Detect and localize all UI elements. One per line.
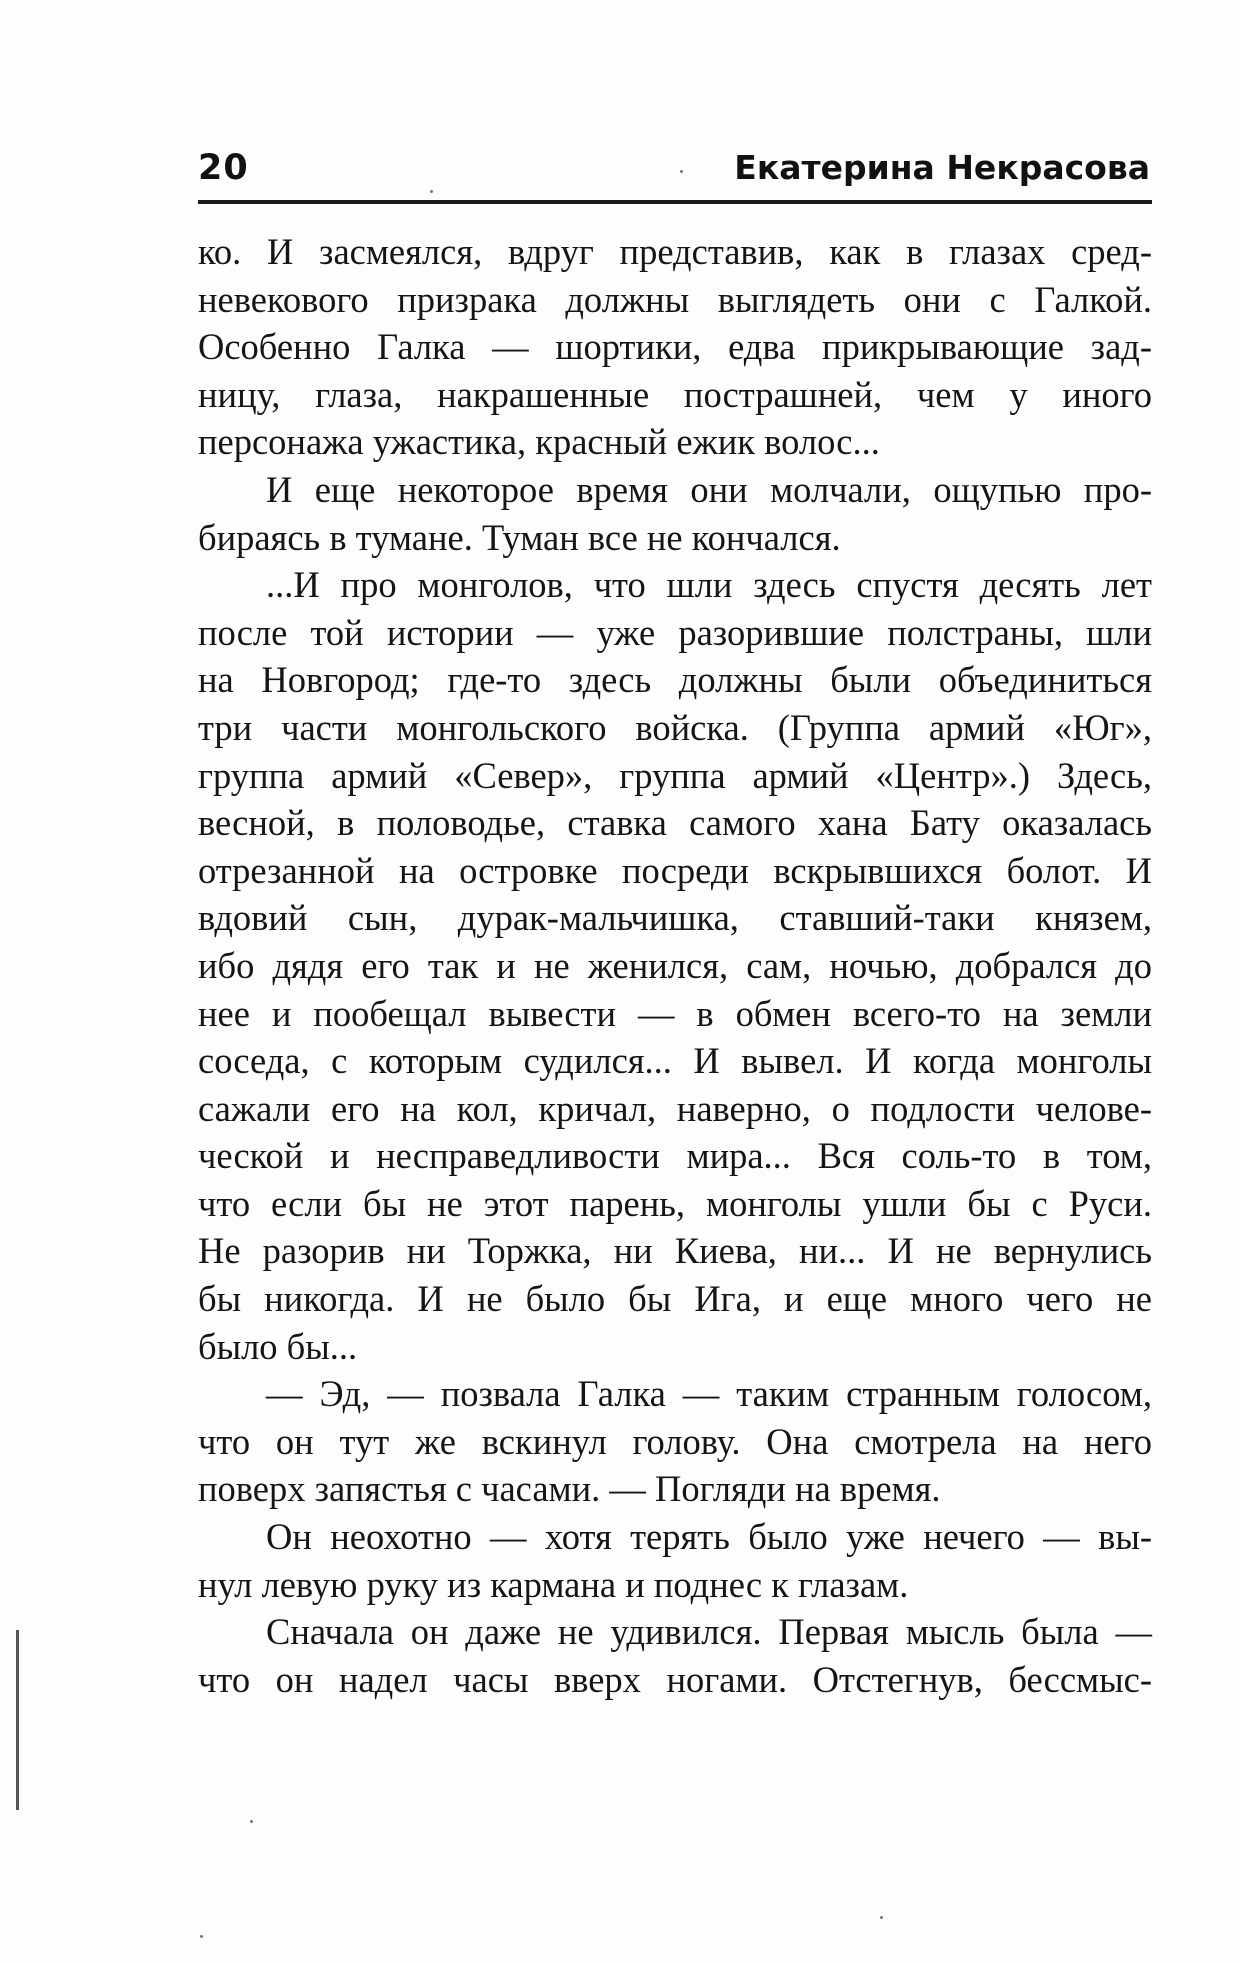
running-head-author: Екатерина Некрасова [734,148,1150,187]
text-line: что он тут же вскинул голову. Она смотрела на него [198,1420,1152,1462]
text-line: сажали его на кол, кричал, наверно, о подлости челове- [198,1087,1152,1129]
scan-speck [250,1820,253,1823]
text-line: Сначала он даже не удивился. Первая мысль была — [266,1611,1152,1653]
text-line: Он неохотно — хотя терять было уже нечего — вы- [266,1516,1152,1558]
text-line: три части монгольского войска. (Группа армий «Юг», [198,706,1152,748]
text-line: ницу, глаза, накрашенные пострашней, чем у иного [198,373,1152,415]
text-line: ко. И засмеялся, вдруг представив, как в глазах сред- [198,231,1152,272]
running-header [198,140,1150,200]
scan-speck [680,170,683,173]
scan-margin-mark [16,1630,19,1810]
text-line: группа армий «Север», группа армий «Центр».) Здесь, [198,754,1152,796]
text-line: что он надел часы вверх ногами. Отстегнув, бессмыс- [198,1658,1152,1700]
text-line: было бы... [198,1325,358,1367]
text-line: на Новгород; где-то здесь должны были объединиться [198,659,1152,701]
body-text [198,228,1152,1703]
text-line: бы никогда. И не было бы Ига, и еще много чего не [198,1278,1152,1320]
text-line: весной, в половодье, ставка самого хана Бату оказалась [198,802,1152,844]
text-line: что если бы не этот парень, монголы ушли бы с Руси. [198,1182,1152,1224]
text-line: отрезанной на островке посреди вскрывшихся болот. И [198,849,1152,891]
text-line: Особенно Галка — шортики, едва прикрывающие зад- [198,326,1152,368]
text-line: ибо дядя его так и не женился, сам, ночью, добрался до [198,944,1152,986]
text-line: бираясь в тумане. Туман все не кончался. [198,516,841,558]
text-line: Не разорив ни Торжка, ни Киева, ни... И не вернулись [198,1230,1152,1272]
scan-speck [430,190,433,193]
header-rule [198,200,1152,204]
text-line: нул левую руку из кармана и поднес к глазам. [198,1563,909,1605]
page-number: 20 [198,148,249,188]
text-line: персонажа ужастика, красный ежик волос... [198,421,880,463]
text-line: И еще некоторое время они молчали, ощупью про- [266,468,1152,510]
text-line: после той истории — уже разорившие полстраны, шли [198,611,1152,653]
text-line: невекового призрака должны выглядеть они с Галкой. [198,278,1152,320]
text-line: поверх запястья с часами. — Погляди на время. [198,1468,941,1510]
text-line: нее и пообещал вывести — в обмен всего-то на земли [198,992,1152,1034]
text-line: — Эд, — позвала Галка — таким странным голосом, [266,1373,1152,1415]
scan-speck [880,1916,883,1919]
text-line: ческой и несправедливости мира... Вся соль-то в том, [198,1135,1152,1177]
text-line: соседа, с которым судился... И вывел. И когда монголы [198,1040,1152,1082]
text-line: ...И про монголов, что шли здесь спустя десять лет [266,564,1152,606]
text-line: вдовий сын, дурак-мальчишка, ставший-таки князем, [198,897,1152,939]
scan-speck [200,1935,203,1938]
